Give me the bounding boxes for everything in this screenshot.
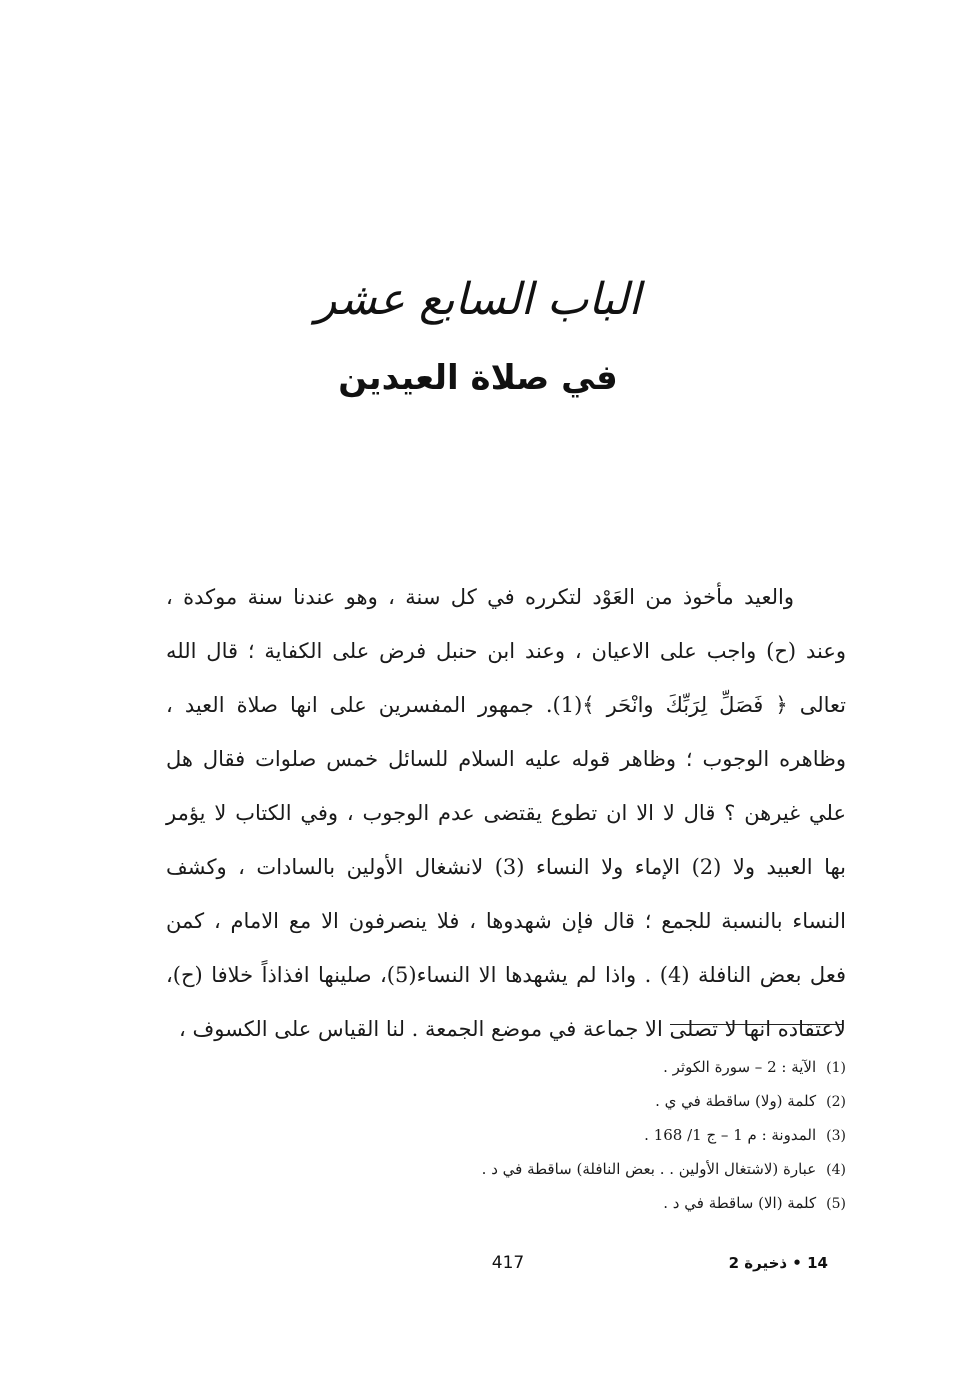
footnote-number: (2) bbox=[826, 1094, 846, 1110]
body-text bbox=[166, 570, 846, 1056]
body-line: علي غيرهن ؟ قال لا الا ان تطوع يقتضى عدم الوجوب ، وفي الكتاب لا يؤمر bbox=[166, 801, 846, 825]
footnote-text: كلمة (ولا) ساقطة في ي . bbox=[655, 1092, 817, 1110]
footnote-number: (3) bbox=[826, 1128, 846, 1144]
body-line: والعيد مأخوذ من العَوْد لتكرره في كل سنة ، وهو عندنا سنة موكدة ، bbox=[166, 585, 794, 609]
footnote-number: (4) bbox=[826, 1162, 846, 1178]
footnote bbox=[300, 1084, 846, 1118]
footnote bbox=[300, 1186, 846, 1220]
footnote bbox=[300, 1050, 846, 1084]
chapter-title: الباب السابع عشر bbox=[315, 274, 641, 325]
body-line: تعالى ﴿ فَصَلِّ لِرَبِّكَ وانْحَر ﴾(1). جمهور المفسرين على انها صلاة العيد ، bbox=[166, 693, 846, 717]
footnotes bbox=[300, 1050, 846, 1220]
body-line: وعند (ح) واجب على الاعيان ، وعند ابن حنبل فرض على الكفاية ؛ قال الله bbox=[166, 639, 846, 663]
page-number: 417 bbox=[491, 1253, 525, 1273]
chapter-subtitle: في صلاة العيدين bbox=[338, 358, 618, 398]
body-line: النساء بالنسبة للجمع ؛ قال فإن شهدوها ، فلا ينصرفون الا مع الامام ، كمن bbox=[166, 909, 846, 933]
footnote bbox=[300, 1152, 846, 1186]
footnote-text: عبارة (لاشتغال الأولين . . بعض النافلة) ساقطة في د . bbox=[481, 1160, 817, 1178]
footnote-text: الآية : 2 – سورة الكوثر . bbox=[663, 1058, 817, 1076]
footnote-text: كلمة (الا) ساقطة في د . bbox=[663, 1194, 817, 1212]
footnote-separator bbox=[670, 1024, 842, 1025]
footnote-number: (5) bbox=[826, 1196, 846, 1212]
footnote-text: المدونة : م 1 – ج 1/ 168 . bbox=[644, 1126, 817, 1144]
body-line: وظاهره الوجوب ؛ وظاهر قوله عليه السلام للسائل خمس صلوات فقال هل bbox=[166, 747, 846, 771]
body-line: فعل بعض النافلة (4) . واذا لم يشهدها الا النساء(5)، صلينها افذاذاً خلافا (ح)، bbox=[166, 963, 846, 987]
footnote-number: (1) bbox=[826, 1060, 846, 1076]
body-line: لاعتقاده انها لا تصلى الا جماعة في موضع الجمعة . لنا القياس على الكسوف ، bbox=[179, 1017, 846, 1041]
footnote bbox=[300, 1118, 846, 1152]
body-line: بها العبيد ولا (2) الإماء ولا النساء (3) لانشغال الأولين بالسادات ، وكشف bbox=[166, 855, 846, 879]
signature-mark: 14 • ذخيرة 2 bbox=[728, 1254, 828, 1272]
